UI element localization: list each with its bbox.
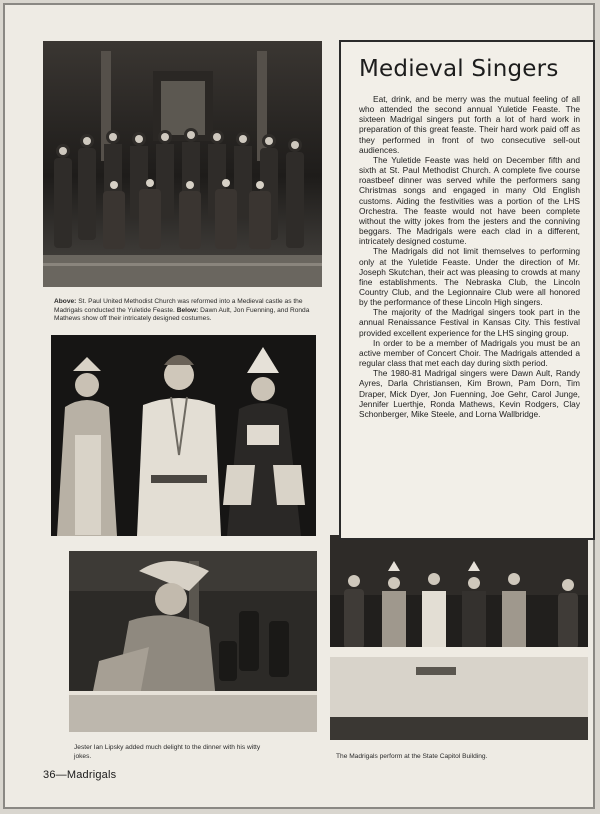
caption-text-above: St. Paul United Methodist Church was reformed into a Medieval castle as the Madrigals conducted the Yuletide Feaste. [54, 298, 303, 314]
caption-text-below: Dawn Ault, Jon Fuenning, and Ronda Mathews show off their intricately designed costumes. [54, 306, 310, 323]
top-photo-caption [54, 298, 316, 324]
caption-label-above: Above: [54, 298, 77, 305]
capitol-caption: The Madrigals perform at the State Capitol Building. [336, 753, 488, 760]
article-paragraph: The majority of the Madrigal singers took part in the annual Renaissance Festival in Kansas City. This festival provided excellent experience for the LHS singing group. [359, 307, 580, 338]
article-body [359, 94, 580, 419]
yearbook-page [3, 3, 595, 809]
capitol-photo-graphic [330, 535, 588, 740]
group-photo-church [43, 41, 322, 287]
caption-label-below: Below: [176, 306, 199, 314]
capitol-photo [330, 535, 588, 740]
costumes-photo-graphic [51, 335, 316, 536]
article-box [339, 40, 595, 540]
page-folio: 36—Madrigals [43, 769, 117, 781]
article-paragraph: Eat, drink, and be merry was the mutual feeling of all who attended the second annual Yuletide Feaste. The sixteen Madrigal singers put forth a lot of hard work in preparation of this great feaste. Their hard work paid off as they performed in front of two consecutive sell-out audiences. [359, 94, 580, 155]
article-title: Medieval Singers [359, 56, 559, 82]
article-paragraph: The Yuletide Feaste was held on December fifth and sixth at St. Paul Methodist Church. A complete five course roastbeef dinner was served while the performers sang Christmas songs and engaged in many Old English customs. Aiding the festivities was a portion of the LHS Orchestra. The feaste would not have been complete without the witty jokes from the jesters and the conniving beggars. The Madrigals were each clad in a different, intricately designed costume. [359, 154, 580, 247]
article-paragraph: The 1980-81 Madrigal singers were Dawn Ault, Randy Ayres, Darla Christiansen, Kim Brown, Pam Dorn, Tim Draper, Mick Dyer, Jon Fuenning, Joe Gehr, Carol Junge, Jennifer Luerthje, Ronda Mathews, Kevin Rodgers, Clay Schonberger, Mike Steele, and Lorna Wallbridge. [359, 368, 580, 419]
group-photo-graphic [43, 41, 322, 287]
jester-photo-graphic [69, 551, 317, 732]
article-paragraph: The Madrigals did not limit themselves to performing only at the Yuletide Feaste. Under the direction of Mr. Joseph Skutchan, their act was pleasing to crowds at many fine establishments. The Nebraska Club, the Lincoln Country Club, and the Legionnaire Club were all honored by the performance of these Lincoln High singers. [359, 246, 580, 308]
costumes-photo [51, 335, 316, 536]
jester-photo [69, 551, 317, 732]
jester-caption: Jester Ian Lipsky added much delight to the dinner with his witty jokes. [74, 744, 261, 760]
article-paragraph: In order to be a member of Madrigals you must be an active member of Concert Choir. The Madrigals attended a regular class that met each day during sixth period. [359, 337, 580, 369]
